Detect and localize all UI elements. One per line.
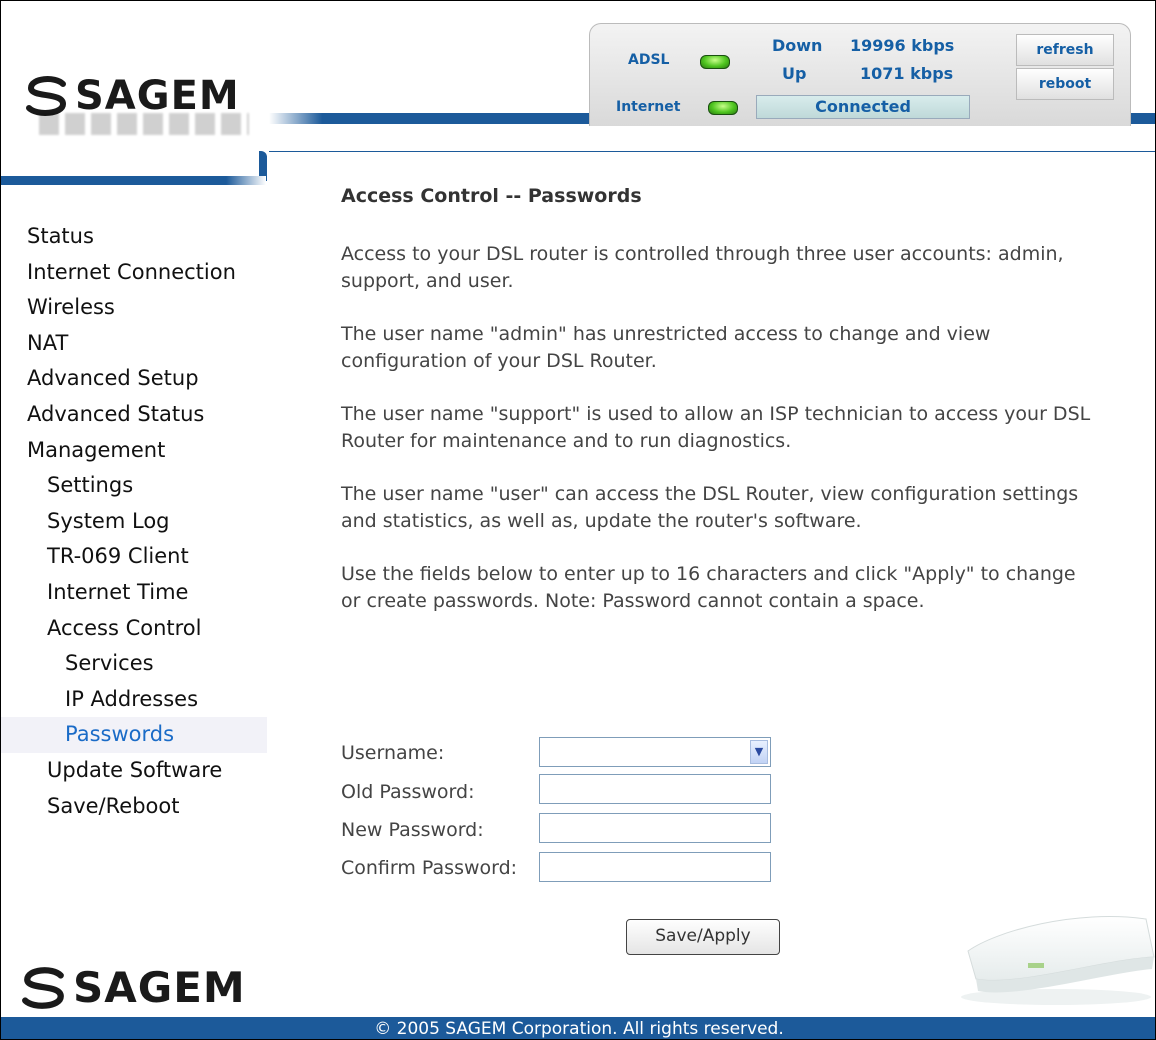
connection-status: Connected [756,95,970,119]
internet-led-icon [708,101,738,115]
down-label: Down [772,36,823,55]
sidebar-bar [1,176,266,185]
sidebar-item-internet-time[interactable]: Internet Time [47,579,189,604]
sidebar-item-wireless[interactable]: Wireless [27,295,115,320]
sagem-footer-logo [21,963,246,1012]
status-panel [589,23,1131,126]
sagem-swoosh-icon [25,76,69,116]
adsl-label: ADSL [628,52,670,68]
header-divider [269,151,1156,152]
up-label: Up [782,64,807,83]
sidebar-item-services[interactable]: Services [65,651,154,676]
up-speed: 1071 kbps [860,64,954,83]
new-password-label: New Password: [341,819,484,841]
reboot-button[interactable]: reboot [1016,68,1114,100]
sidebar-item-ip-addresses[interactable]: IP Addresses [65,686,199,711]
internet-label: Internet [616,99,681,115]
sagem-swoosh-icon [21,967,67,1009]
intro-paragraph: Access to your DSL router is controlled through three user accounts: admin, support, and user. [341,243,1064,292]
admin-paragraph: The user name "admin" has unrestricted access to change and view configuration of your DSL Router. [341,323,991,372]
sagem-logo-text: SAGEM [75,73,240,119]
sidebar-item-status[interactable]: Status [27,224,94,248]
chevron-down-icon[interactable]: ▼ [750,740,768,764]
sidebar-item-access-control[interactable]: Access Control [47,615,202,640]
user-paragraph: The user name "user" can access the DSL Router, view configuration settings and statistics, as well as, update the router's software. [341,483,1079,532]
support-paragraph: The user name "support" is used to allow an ISP technician to access your DSL Router for maintenance and to run diagnostics. [341,403,1091,452]
new-password-field[interactable] [539,813,771,843]
sidebar-item-system-log[interactable]: System Log [47,508,170,533]
footer-copyright: © 2005 SAGEM Corporation. All rights reserved. [1,1017,1156,1040]
sidebar-item-advanced-status[interactable]: Advanced Status [27,401,205,426]
down-speed: 19996 kbps [850,36,955,55]
router-device-image [956,897,1156,1007]
sidebar-item-internet-connection[interactable]: Internet Connection [27,259,236,284]
logo-reflection [39,113,249,135]
sidebar-item-management[interactable]: Management [27,437,166,462]
old-password-field[interactable] [539,774,771,804]
sidebar-item-save-reboot[interactable]: Save/Reboot [47,793,180,818]
confirm-password-field[interactable] [539,852,771,882]
sidebar-item-nat[interactable]: NAT [27,330,69,355]
sidebar-nav [27,219,267,824]
adsl-led-icon [700,55,730,69]
main-content [341,181,1101,615]
sidebar-item-settings[interactable]: Settings [47,473,134,498]
sidebar-item-tr069-client[interactable]: TR-069 Client [47,544,189,569]
page-title: Access Control -- Passwords [341,185,642,207]
refresh-button[interactable]: refresh [1016,34,1114,66]
username-label: Username: [341,742,445,764]
instructions-paragraph: Use the fields below to enter up to 16 characters and click "Apply" to change or create passwords. Note: Password cannot contain a space. [341,563,1076,612]
confirm-password-label: Confirm Password: [341,857,518,879]
sidebar-item-passwords[interactable]: Passwords [1,717,267,753]
sidebar-item-update-software[interactable]: Update Software [47,757,223,782]
sidebar-item-advanced-setup[interactable]: Advanced Setup [27,366,199,391]
username-select[interactable] [539,737,771,767]
save-apply-button[interactable]: Save/Apply [626,919,780,955]
old-password-label: Old Password: [341,781,475,803]
sagem-footer-logo-text: SAGEM [73,963,246,1012]
